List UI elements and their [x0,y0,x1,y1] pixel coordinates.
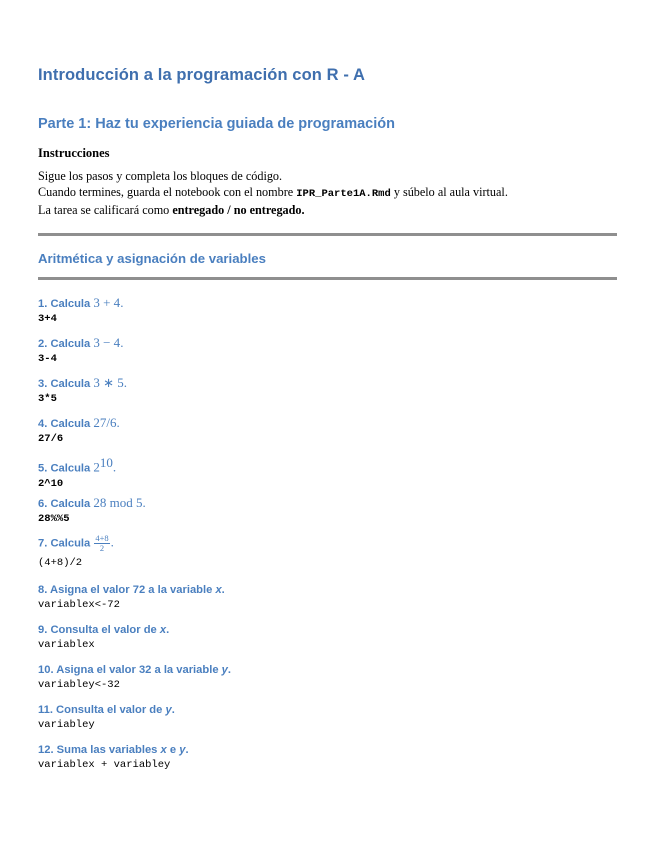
fraction-denominator: 2 [99,543,105,553]
variable-name: y [165,704,172,716]
math-fraction [94,534,109,553]
instructions-line-2-post: y súbelo al aula virtual. [390,185,508,199]
exercise-question [38,295,618,312]
math-expression: 27/6 [93,415,117,430]
exercise-question [38,415,618,432]
question-suffix: . [142,495,146,510]
code-answer: 3+4 [38,313,57,325]
exercise-question [38,534,618,553]
question-label: 12. Suma las variables [38,744,161,756]
exercise-question [38,703,618,718]
divider-bottom [38,277,617,280]
question-label: 1. Calcula [38,298,94,310]
exercise-3 [38,375,618,406]
instructions-line-3 [38,202,618,218]
question-label: 10. Asigna el valor 32 a la variable [38,664,222,676]
exercise-7 [38,534,618,570]
fraction-numerator: 4+8 [95,533,109,543]
code-answer: variablex [38,639,95,651]
part-title: Parte 1: Haz tu experiencia guiada de programación [38,116,395,132]
variable-name: x [215,584,222,596]
question-label: 7. Calcula [38,537,94,550]
instructions-line-3-pre: La tarea se calificará como [38,203,173,217]
instructions-line-1: Sigue los pasos y completa los bloques de código. [38,169,283,183]
question-label: 8. Asigna el valor 72 a la variable [38,584,216,596]
question-suffix: . [120,335,124,350]
instructions-line-2 [38,184,618,202]
exercise-question [38,375,618,392]
exercise-4 [38,415,618,446]
code-answer: 3-4 [38,353,57,365]
instructions-text [38,168,618,218]
question-label: 2. Calcula [38,338,94,350]
question-suffix: . [120,295,124,310]
exercise-2 [38,335,618,366]
question-label: 4. Calcula [38,418,94,430]
instructions-line-2-pre: Cuando termines, guarda el notebook con el nombre [38,185,297,199]
question-label: 11. Consulta el valor de [38,704,166,716]
question-suffix: . [110,534,114,550]
exercise-6 [38,495,618,526]
variable-name: y [221,664,228,676]
exercise-question [38,583,618,598]
exercise-1 [38,295,618,326]
code-answer: variabley [38,719,95,731]
exercise-question [38,663,618,678]
question-suffix: . [185,744,189,756]
exercise-10 [38,663,618,692]
variable-name-2: y [179,744,186,756]
code-answer: variablex + variabley [38,759,171,771]
question-suffix: . [227,664,232,676]
exercise-11 [38,703,618,732]
divider-top [38,233,617,236]
instructions-heading: Instrucciones [38,146,110,160]
exercise-question [38,623,618,638]
math-expression: 3 + 4 [93,295,121,310]
question-suffix: . [112,459,117,475]
grading-text: entregado / no entregado [172,203,302,217]
code-answer: 3*5 [38,393,57,405]
exercise-question [38,335,618,352]
code-answer: 28%%5 [38,513,70,525]
question-suffix: . [221,584,225,596]
math-expression: 3 ∗ 5 [93,375,124,390]
question-connector: e [166,744,180,756]
code-answer: (4+8)/2 [38,557,83,569]
question-suffix: . [166,624,170,636]
math-base: 2 [93,459,100,475]
code-answer: variablex<-72 [38,599,120,611]
math-expression: 3 − 4 [93,335,121,350]
variable-name: x [160,744,167,756]
section-title: Aritmética y asignación de variables [38,251,266,266]
question-label: 5. Calcula [38,462,94,475]
code-answer: variabley<-32 [38,679,120,691]
exercise-question [38,743,618,758]
instructions-line-3-post: . [301,203,305,217]
math-expression: 28 mod 5 [93,495,143,510]
document-title: Introducción a la programación con R - A [38,66,366,84]
code-answer: 2^10 [38,477,64,490]
math-exponent: 10 [99,455,113,470]
file-name-code: IPR_Parte1A.Rmd [296,188,391,200]
question-suffix: . [171,704,175,716]
question-label: 3. Calcula [38,378,94,390]
code-answer: 27/6 [38,433,64,445]
exercise-question [38,495,618,512]
exercise-5 [38,455,618,491]
question-suffix: . [116,415,120,430]
exercise-8 [38,583,618,612]
exercise-12 [38,743,618,772]
variable-name: x [159,624,167,636]
question-suffix: . [123,375,127,390]
question-label: 9. Consulta el valor de [38,624,160,636]
exercise-question [38,455,618,477]
question-label: 6. Calcula [38,498,94,510]
exercise-9 [38,623,618,652]
